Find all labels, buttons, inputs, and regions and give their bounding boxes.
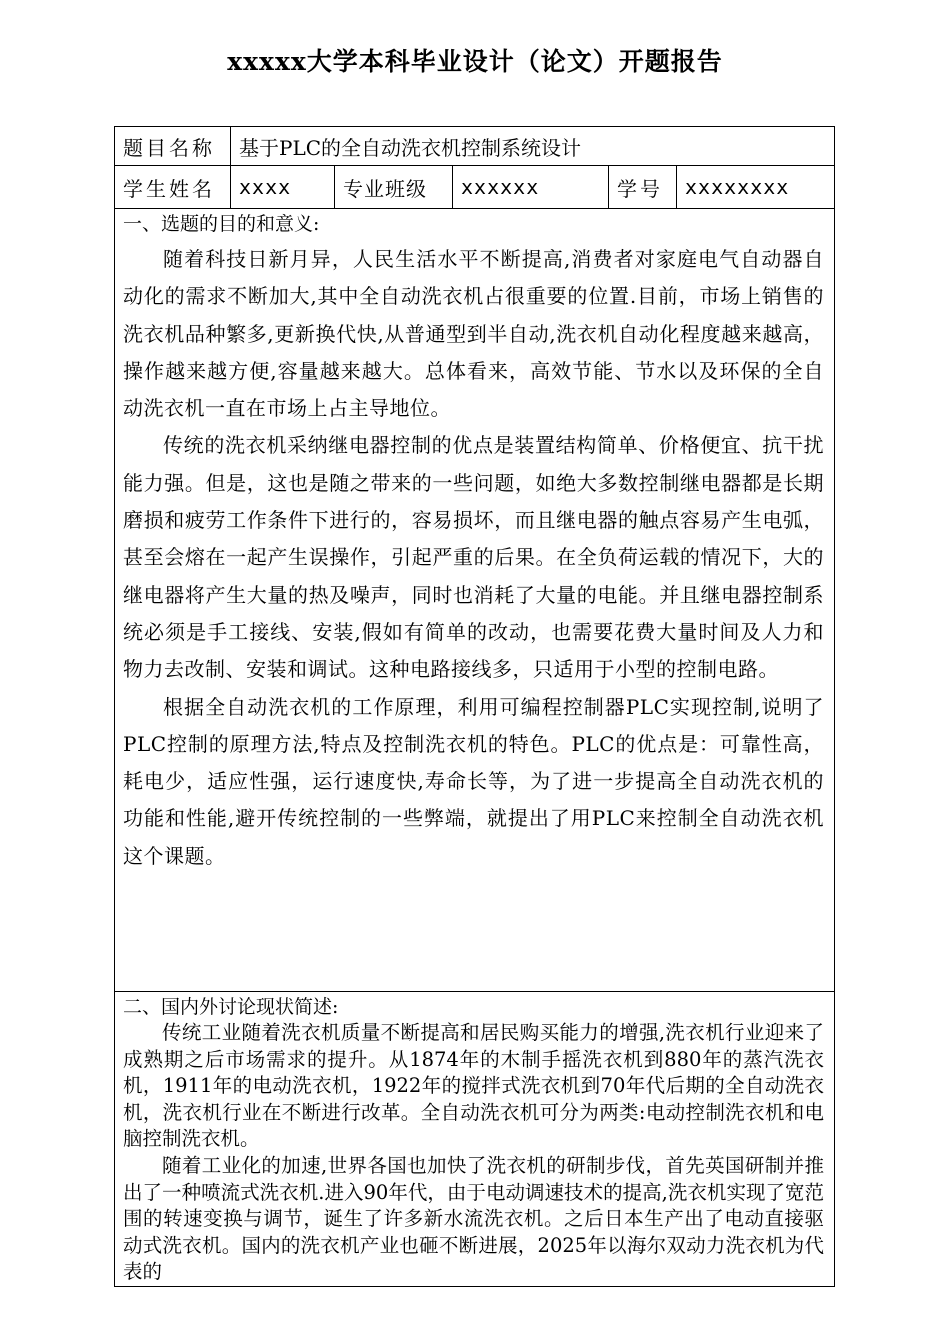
topic-value: 基于PLC的全自动洗衣机控制系统设计 xyxy=(231,127,835,166)
section2-paragraph-2: 随着工业化的加速,世界各国也加快了洗衣机的研制步伐，首先英国研制并推出了一种喷流式洗衣机.进入90年代，由于电动调速技术的提高,洗衣机实现了宽范围的转速变换与调节，诞生了许多新水流洗衣机。之后日本生产出了电动直接驱动式洗衣机。国内的洗衣机产业也砸不断进展，2025年以海尔双动力洗衣机为代表的 xyxy=(123,1153,825,1284)
student-name-label: 学生姓名 xyxy=(115,166,231,209)
report-table xyxy=(114,126,835,1287)
topic-label: 题目名称 xyxy=(115,127,231,166)
section2-paragraph-1: 传统工业随着洗衣机质量不断提高和居民购买能力的增强,洗衣机行业迎来了成熟期之后市场需求的提升。从1874年的木制手摇洗衣机到880年的蒸汽洗衣机，1911年的电动洗衣机，1922年的搅拌式洗衣机到70年代后期的全自动洗衣机，洗衣机行业在不断进行改革。全自动洗衣机可分为两类:电动控制洗衣机和电脑控制洗衣机。 xyxy=(123,1021,825,1151)
student-name-value: xxxx xyxy=(231,166,335,209)
student-id-label: 学号 xyxy=(609,166,677,209)
class-label: 专业班级 xyxy=(335,166,453,209)
section1-paragraph-2: 传统的洗衣机采纳继电器控制的优点是装置结构简单、价格便宜、抗干扰能力强。但是，这也是随之带来的一些问题，如绝大多数控制继电器都是长期磨损和疲劳工作条件下进行的，容易损坏，而且继电器的触点容易产生电弧，甚至会熔在一起产生误操作，引起严重的后果。在全负荷运载的情况下，大的继电器将产生大量的热及噪声，同时也消耗了大量的电能。并且继电器控制系统必须是手工接线、安装,假如有简单的改动，也需要花费大量时间及人力和物力去改制、安装和调试。这种电路接线多，只适用于小型的控制电路。 xyxy=(123,433,825,682)
topic-row xyxy=(115,127,835,166)
class-value: xxxxxx xyxy=(453,166,609,209)
section1-paragraph-1: 随着科技日新月异，人民生活水平不断提高,消费者对家庭电气自动器自动化的需求不断加大,其中全自动洗衣机占很重要的位置.目前，市场上销售的洗衣机品种繁多,更新换代快,从普通型到半自动,洗衣机自动化程度越来越高，操作越来越方便,容量越来越大。总体看来，高效节能、节水以及环保的全自动洗衣机一直在市场上占主导地位。 xyxy=(123,247,825,421)
section1-paragraph-3: 根据全自动洗衣机的工作原理，利用可编程控制器PLC实现控制,说明了PLC控制的原理方法,特点及控制洗衣机的特色。PLC的优点是：可靠性高，耗电少，适应性强，运行速度快,寿命长等，为了进一步提高全自动洗衣机的功能和性能,避开传统控制的一些弊端，就提出了用PLC来控制全自动洗衣机这个课题。 xyxy=(123,694,825,868)
section2-heading: 二、国内外讨论现状简述: xyxy=(123,996,339,1018)
section2-cell xyxy=(115,992,835,1287)
section1-row xyxy=(115,209,835,992)
section2-row xyxy=(115,992,835,1287)
page-title: xxxxx大学本科毕业设计（论文）开题报告 xyxy=(227,47,723,76)
student-row xyxy=(115,166,835,209)
section1-heading: 一、选题的目的和意义: xyxy=(123,213,320,235)
section1-cell xyxy=(115,209,835,992)
student-id-value: xxxxxxxx xyxy=(677,166,835,209)
